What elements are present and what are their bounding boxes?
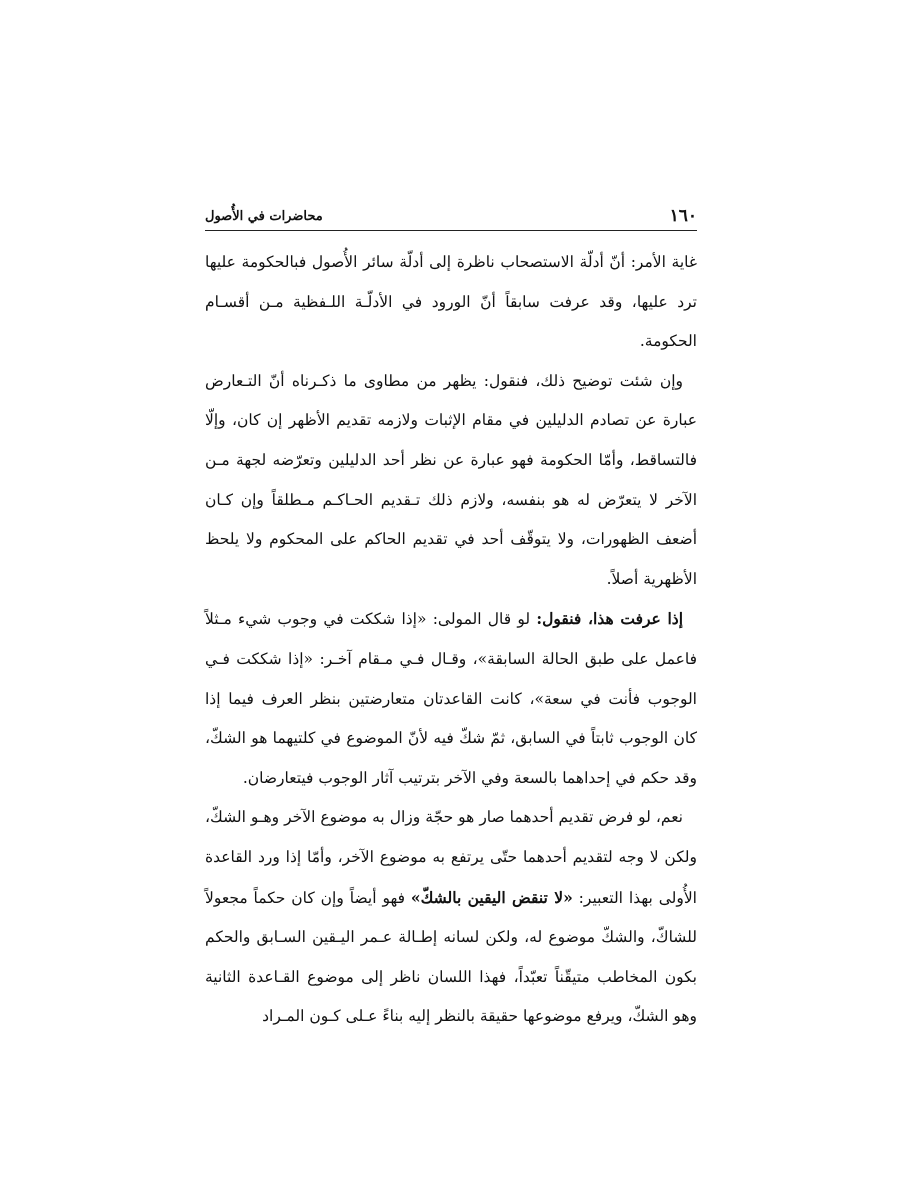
- paragraph-text: لو قال المولى: «إذا شككت في وجوب شيء مـثلاً فاعمل على طبق الحالة السابقة»، وقـال فـي مـقام آخـر: «إذا شككت فـي الوجوب فأنت في سعة»، كانت القاعدتان متعارضتين بنظر العرف فيما إذا كان الوجوب ثابتاً في السابق، ثمّ شكّ فيه لأنّ الموضوع في كلتيهما هو الشكّ، وقد حكم في إحداهما بالسعة وفي الآخر بترتيب آثار الوجوب فيتعارضان.: [205, 610, 697, 787]
- paragraph-text: وإن شئت توضيح ذلك، فنقول: يظهر من مطاوى ما ذكـرناه أنّ التـعارض عبارة عن تصادم الدليلين في مقام الإثبات ولازمه تقديم الأظهر إن كان، وإلّا فالتساقط، وأمّا الحكومة فهو عبارة عن نظر أحد الدليلين وتعرّضه لجهة مـن الآخر لا يتعرّض له هو بنفسه، ولازم ذلك تـقديم الحـاكـم مـطلقاً وإن كـان أضعف الظهورات، ولا يتوقّف أحد في تقديم الحاكم على المحكوم ولا يلحظ الأظهرية أصلاً.: [205, 371, 697, 588]
- bold-quote: «لا تنقض اليقين بالشكّ»: [410, 887, 573, 907]
- page-number: ١٦٠: [669, 206, 697, 226]
- page-header: [205, 200, 697, 231]
- paragraph-2: [205, 362, 697, 600]
- page-body: [205, 243, 697, 1037]
- paragraph-text-before: نعم، لو فرض تقديم أحدهما صار هو حجّة وزال به موضوع الآخر وهـو الشكّ، ولكن لا وجه لتقديم أحدهما حتّى يرتفع به موضوع الآخر، وأمّا إذا ورد القاعدة الأُولى بهذا التعبير:: [205, 808, 697, 907]
- running-title: محاضرات في الأُصول: [205, 209, 323, 224]
- paragraph-text-after: فهو أيضاً وإن كان حكماً مجعولاً للشاكّ، والشكّ موضوع له، ولكن لسانه إطـالة عـمر اليـقين السـابق والحكم بكون المخاطب متيقّناً تعبّداً، فهذا اللسان ناظر إلى موضوع القـاعدة الثانية وهو الشكّ، ويرفع موضوعها حقيقة بالنظر إليه بناءً عـلى كـون المـراد: [205, 888, 697, 1026]
- paragraph-lead: إذا عرفت هذا، فنقول:: [536, 609, 684, 629]
- paragraph-4: [205, 798, 697, 1037]
- paragraph-text: غاية الأمر: أنّ أدلّة الاستصحاب ناظرة إلى أدلّة سائر الأُصول فبالحكومة عليها ترد عليها، وقد عرفت سابقاً أنّ الورود في الأدلّـة اللـفظية مـن أقسـام الحكومة.: [205, 253, 697, 351]
- paragraph-1: [205, 243, 697, 362]
- paragraph-3: [205, 599, 697, 798]
